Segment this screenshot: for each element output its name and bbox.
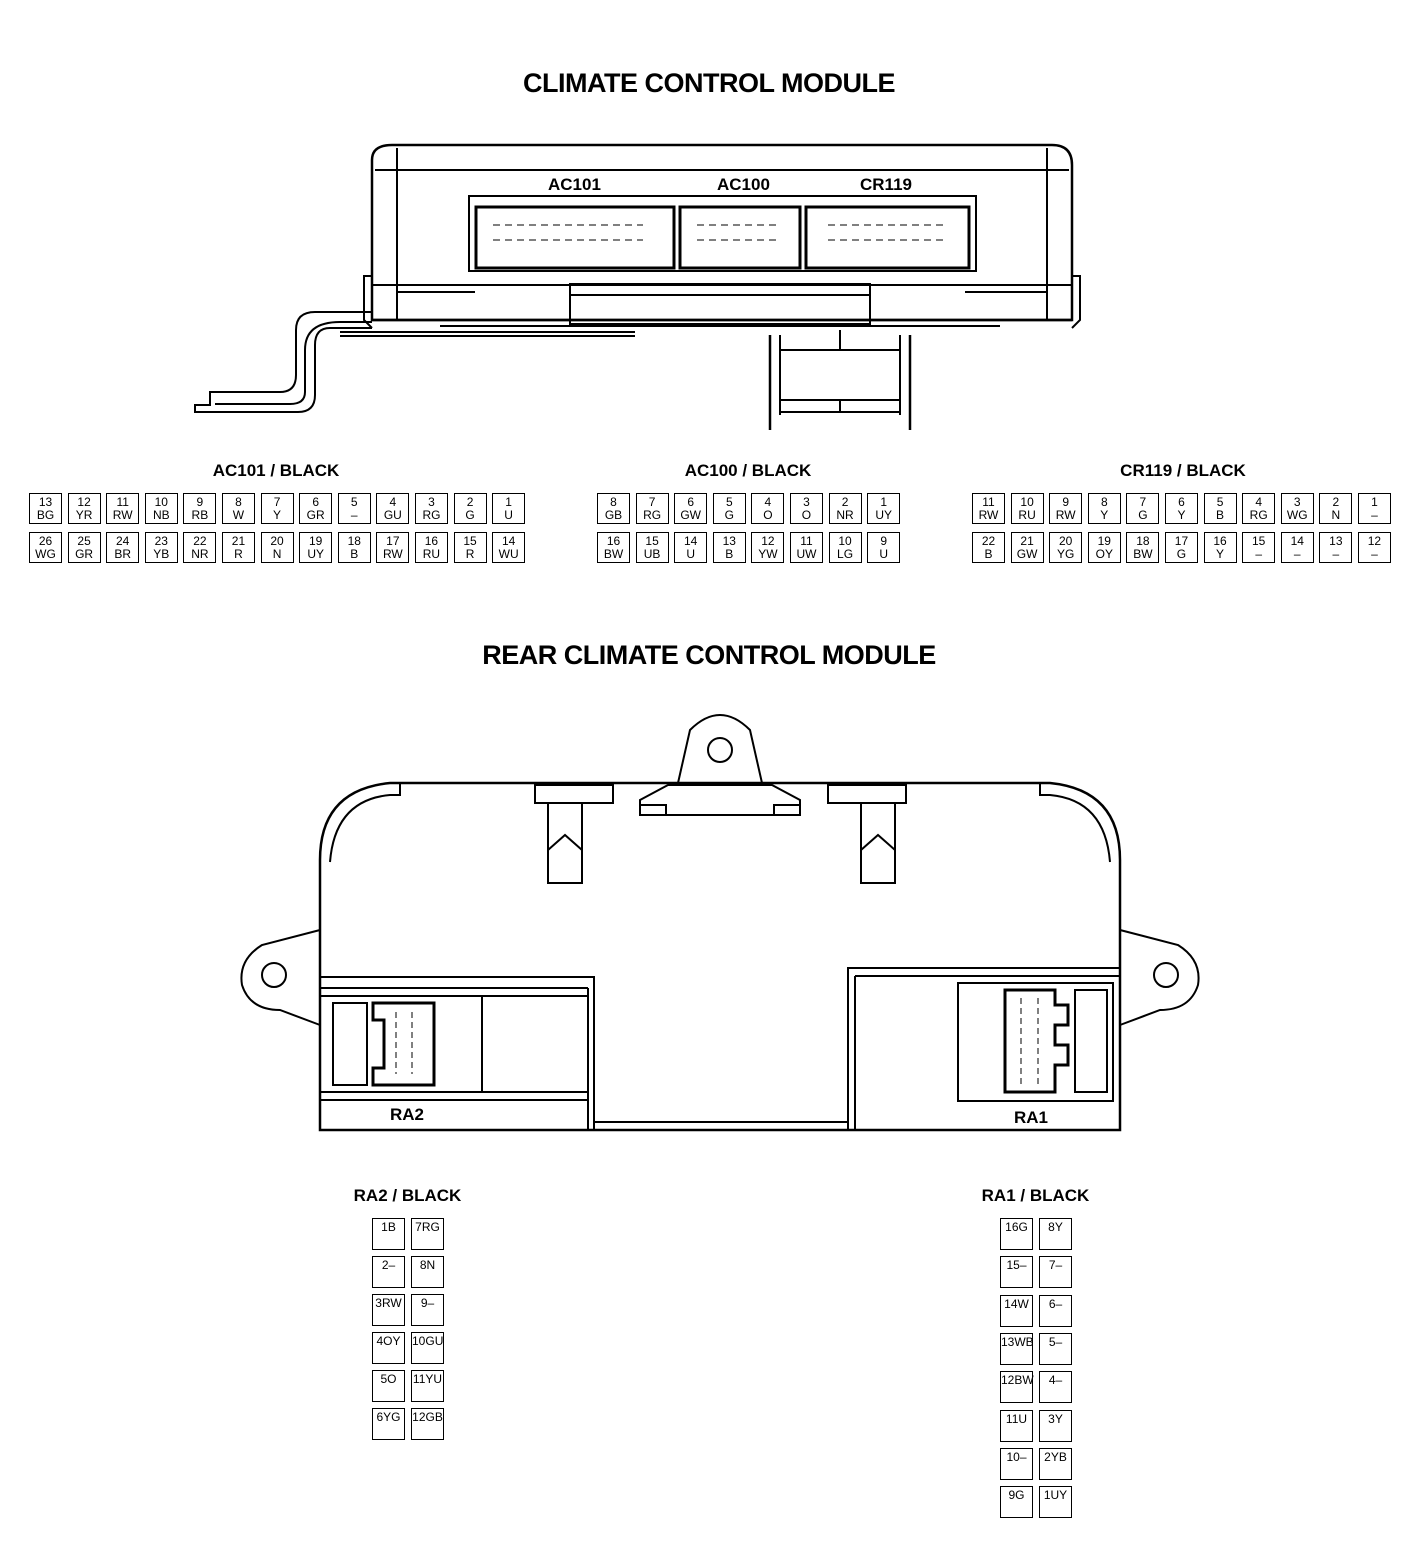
pin-number: 19 — [308, 534, 323, 548]
pin — [597, 493, 630, 524]
pin-number: 14 — [684, 534, 698, 548]
pin — [1165, 532, 1198, 563]
wire-color: B — [350, 547, 359, 561]
wire-color: U — [1018, 1411, 1028, 1426]
pin — [261, 532, 294, 563]
pin — [1088, 493, 1121, 524]
pin-number: 1 — [1043, 1488, 1051, 1503]
pin-number: 6 — [312, 495, 319, 509]
pin — [492, 493, 525, 524]
pin-number: 10 — [838, 534, 852, 548]
wire-color: RU — [1018, 508, 1036, 522]
pin — [29, 493, 62, 524]
pin — [222, 493, 255, 524]
pin-number: 25 — [77, 534, 91, 548]
pin — [1000, 1295, 1033, 1327]
pin — [1039, 1333, 1072, 1365]
pin-number: 8 — [610, 495, 617, 509]
wire-color: N — [272, 547, 282, 561]
pin-number: 6 — [687, 495, 695, 509]
pin-number: 18 — [1136, 534, 1150, 548]
pin — [222, 532, 255, 563]
pin — [713, 532, 746, 563]
pin-number: 12 — [1367, 534, 1382, 548]
wire-color: Y — [1100, 508, 1109, 522]
pin-number: 5 — [1216, 495, 1224, 509]
wire-color: G — [1018, 1220, 1028, 1234]
wire-color: BR — [114, 547, 132, 561]
pin-number: 5 — [350, 495, 358, 509]
pin — [411, 1408, 444, 1440]
wire-color: RG — [422, 508, 441, 522]
pinout-ac101-top-row — [29, 493, 531, 524]
pin-number: 2 — [1044, 1449, 1051, 1464]
wire-color: GW — [680, 508, 702, 522]
pin — [106, 493, 139, 524]
module-label-ra2: RA2 — [390, 1105, 425, 1124]
pin-number: 1 — [880, 495, 887, 509]
pin-number: 12 — [761, 534, 775, 548]
pin — [68, 532, 101, 563]
pin — [299, 493, 332, 524]
pin-number: 1 — [1371, 495, 1378, 509]
wire-color: UB — [643, 547, 661, 561]
pin — [713, 493, 746, 524]
pin-number: 11 — [800, 534, 813, 548]
front-module-drawing — [195, 145, 1080, 430]
wire-color: BW — [1133, 547, 1153, 561]
pin-number: 6 — [1178, 495, 1185, 509]
pin — [1358, 493, 1391, 524]
wire-color: – — [1255, 547, 1262, 561]
pin — [372, 1332, 405, 1364]
wire-color: O — [387, 1372, 397, 1386]
pin-number: 14 — [1290, 534, 1304, 548]
pin — [674, 532, 707, 563]
pin — [411, 1370, 444, 1402]
pin — [1242, 532, 1275, 563]
module-label-ac101: AC101 — [548, 175, 601, 194]
pin — [376, 493, 409, 524]
pin-number: 2 — [466, 495, 474, 509]
pin — [1000, 1486, 1033, 1518]
pin-number: 9 — [1008, 1488, 1016, 1503]
pin — [261, 493, 294, 524]
pin-number: 9 — [1062, 495, 1070, 509]
wire-color: YG — [383, 1410, 401, 1424]
pin — [867, 532, 900, 563]
wire-color: RW — [381, 1296, 402, 1310]
pin — [372, 1408, 405, 1440]
pinout-title-ac101: AC101 / BLACK — [212, 461, 340, 480]
pin-number: 6 — [1048, 1296, 1056, 1311]
pin-number: 8 — [235, 495, 242, 509]
pin — [1039, 1218, 1072, 1250]
wire-color: UY — [1050, 1488, 1068, 1503]
wire-color: R — [234, 547, 243, 561]
wire-color: W — [1017, 1296, 1029, 1311]
pin-number: 1 — [381, 1220, 388, 1234]
pin-number: 1 — [505, 495, 512, 509]
pin-number: 2 — [1332, 495, 1340, 509]
wire-color: RW — [112, 508, 133, 522]
pin-number: 26 — [38, 534, 53, 548]
pin — [415, 493, 448, 524]
pinout-ac100-top-row — [597, 493, 906, 524]
wire-color: U — [686, 547, 696, 561]
rear-module-drawing — [241, 715, 1198, 1130]
pinout-title-ac100: AC100 / BLACK — [684, 461, 812, 480]
wire-color: GU — [425, 1334, 444, 1348]
pin-number: 10 — [1020, 495, 1034, 509]
pin-number: 21 — [1020, 534, 1034, 548]
pin-number: 3 — [1048, 1411, 1055, 1426]
pinout-cr119-top-row — [972, 493, 1397, 524]
pin — [674, 493, 707, 524]
wire-color: GU — [383, 508, 402, 522]
wire-color: OY — [383, 1334, 401, 1348]
pin — [1039, 1256, 1072, 1288]
pin-number: 11 — [412, 1372, 426, 1386]
pinout-cr119-bottom-row — [972, 532, 1397, 563]
pin-number: 12 — [412, 1410, 426, 1424]
wire-color: RW — [1055, 508, 1076, 522]
pin-number: 5 — [725, 495, 733, 509]
wire-color: G — [1176, 547, 1187, 561]
pin — [29, 532, 62, 563]
wire-color: – — [1371, 508, 1378, 522]
pin — [411, 1332, 444, 1364]
wire-color: BW — [1014, 1373, 1034, 1388]
pin-number: 15 — [463, 534, 477, 548]
wire-color: RB — [191, 508, 209, 522]
wire-color: N — [1331, 508, 1341, 522]
wire-color: – — [427, 1296, 435, 1310]
pin — [829, 493, 862, 524]
pin-number: 9 — [420, 1296, 428, 1310]
pin — [145, 532, 178, 563]
wire-color: RW — [978, 508, 999, 522]
pin — [1319, 493, 1352, 524]
pin — [1000, 1256, 1033, 1288]
wire-color: YG — [1057, 547, 1075, 561]
pin — [597, 532, 630, 563]
pin-number: 18 — [347, 534, 361, 548]
wire-color: RU — [422, 547, 441, 561]
wire-color: – — [1055, 1296, 1063, 1311]
pin — [145, 493, 178, 524]
wire-color: – — [1055, 1334, 1063, 1349]
pin-number: 14 — [501, 534, 516, 548]
pin — [492, 532, 525, 563]
pin-number: 2 — [381, 1258, 389, 1272]
pin — [1126, 532, 1159, 563]
pin-number: 13 — [38, 495, 53, 509]
pin — [1088, 532, 1121, 563]
pin-number: 7 — [648, 495, 656, 509]
pin-number: 22 — [193, 534, 207, 548]
pin — [1358, 532, 1391, 563]
pin — [376, 532, 409, 563]
pin-number: 21 — [231, 534, 246, 548]
wire-color: – — [1293, 547, 1301, 561]
pin — [1204, 532, 1237, 563]
wire-color: – — [1332, 547, 1340, 561]
pin — [790, 493, 823, 524]
wire-color: NR — [836, 508, 854, 522]
pin-number: 16 — [1213, 534, 1227, 548]
pin-number: 8 — [419, 1258, 427, 1272]
pin — [1281, 493, 1314, 524]
wire-color: Y — [1216, 547, 1225, 561]
pin — [183, 532, 216, 563]
pin — [1319, 532, 1352, 563]
pin-number: 15 — [1251, 534, 1266, 548]
pin — [972, 493, 1005, 524]
pin — [1000, 1448, 1033, 1480]
pin — [1204, 493, 1237, 524]
pin-number: 3 — [375, 1296, 382, 1310]
pin — [1000, 1410, 1033, 1442]
pin-number: 16 — [606, 534, 621, 548]
wire-color: U — [504, 508, 513, 522]
wire-color: UY — [307, 547, 324, 561]
wire-color: – — [350, 508, 358, 522]
pin — [372, 1256, 405, 1288]
pin — [454, 493, 487, 524]
wire-color: WG — [35, 547, 56, 561]
pin-number: 20 — [1059, 534, 1073, 548]
wire-color: Y — [1054, 1220, 1063, 1234]
pinout-title-ra1: RA1 / BLACK — [981, 1186, 1090, 1205]
pin-number: 3 — [803, 495, 810, 509]
pin — [338, 493, 371, 524]
rear-climate-control-module-title: REAR CLIMATE CONTROL MODULE — [482, 640, 936, 670]
pin-number: 24 — [116, 534, 130, 548]
wire-color: YR — [75, 508, 93, 522]
pin-number: 15 — [645, 534, 659, 548]
module-label-ra1: RA1 — [1014, 1108, 1049, 1127]
pin — [751, 532, 784, 563]
pin — [411, 1218, 444, 1250]
pin-number: 10 — [412, 1334, 426, 1348]
pin — [415, 532, 448, 563]
wire-color: GR — [306, 508, 325, 522]
wire-color: O — [801, 508, 812, 522]
wire-color: YB — [153, 547, 170, 561]
pin-number: 4 — [1048, 1373, 1056, 1388]
wire-color: GB — [604, 508, 623, 522]
wire-color: RG — [643, 508, 662, 522]
wire-color: G — [724, 508, 734, 522]
pin-number: 12 — [1001, 1373, 1015, 1388]
wire-color: – — [1055, 1258, 1063, 1273]
pin — [1039, 1410, 1072, 1442]
pin-number: 10 — [154, 495, 168, 509]
pin — [867, 493, 900, 524]
pin-number: 16 — [424, 534, 439, 548]
wire-color: YW — [758, 547, 778, 561]
wire-color: Y — [1177, 508, 1186, 522]
pin — [636, 532, 669, 563]
wire-color: U — [879, 547, 888, 561]
pin-number: 5 — [1048, 1334, 1056, 1349]
wire-color: GB — [425, 1410, 443, 1424]
pin-number: 7 — [1139, 495, 1147, 509]
wire-color: WB — [1014, 1334, 1034, 1349]
wire-color: OY — [1095, 547, 1113, 561]
wire-color: GW — [1016, 547, 1038, 561]
pin-number: 4 — [1255, 495, 1262, 509]
pin-number: 7 — [273, 495, 281, 509]
pin-number: 13 — [1329, 534, 1343, 548]
pin-number: 20 — [270, 534, 284, 548]
pin — [1039, 1295, 1072, 1327]
wire-color: – — [1055, 1373, 1063, 1388]
pin — [299, 532, 332, 563]
wire-color: Y — [273, 508, 282, 522]
pin-number: 14 — [1004, 1296, 1018, 1311]
pin — [338, 532, 371, 563]
pin-number: 15 — [1006, 1258, 1020, 1273]
wire-color: – — [388, 1258, 396, 1272]
wire-color: B — [387, 1220, 396, 1234]
pin-number: 3 — [428, 495, 435, 509]
pin — [454, 532, 487, 563]
pin — [972, 532, 1005, 563]
wire-color: RG — [421, 1220, 440, 1234]
pin-number: 13 — [722, 534, 736, 548]
wire-color: – — [1371, 547, 1378, 561]
pin — [1000, 1218, 1033, 1250]
pin-number: 11 — [116, 495, 129, 509]
wire-color: WU — [498, 547, 519, 561]
climate-control-module-title: CLIMATE CONTROL MODULE — [523, 68, 895, 98]
module-label-ac100: AC100 — [717, 175, 770, 194]
pin-number: 10 — [1006, 1449, 1020, 1464]
wire-color: G — [1015, 1488, 1025, 1503]
pin — [1039, 1371, 1072, 1403]
pin — [183, 493, 216, 524]
pin — [1000, 1333, 1033, 1365]
wire-color: YB — [1050, 1449, 1067, 1464]
pin — [1281, 532, 1314, 563]
wire-color: W — [232, 508, 245, 522]
wire-color: B — [984, 547, 993, 561]
wire-color: G — [465, 508, 475, 522]
pin-number: 7 — [1048, 1258, 1056, 1273]
pin-number: 23 — [154, 534, 168, 548]
pin — [1011, 532, 1044, 563]
pin — [1039, 1448, 1072, 1480]
pin — [1000, 1371, 1033, 1403]
pin-number: 9 — [880, 534, 887, 548]
pin-number: 11 — [1005, 1411, 1019, 1426]
pin-number: 16 — [1005, 1220, 1019, 1234]
pin-number: 9 — [196, 495, 204, 509]
wire-color: UY — [875, 508, 892, 522]
pin-number: 5 — [380, 1372, 388, 1386]
pin-number: 22 — [981, 534, 996, 548]
wire-color: UW — [796, 547, 817, 561]
wire-color: G — [1138, 508, 1148, 522]
pinout-title-ra2: RA2 / BLACK — [353, 1186, 462, 1205]
pin-number: 19 — [1097, 534, 1111, 548]
pin — [636, 493, 669, 524]
pin-number: 13 — [1001, 1334, 1015, 1349]
pin — [751, 493, 784, 524]
wire-color: LG — [837, 547, 854, 561]
wire-color: – — [1019, 1449, 1027, 1464]
pin-number: 6 — [376, 1410, 384, 1424]
pin — [1165, 493, 1198, 524]
pinout-ac101-bottom-row — [29, 532, 531, 563]
wire-color: YU — [425, 1372, 443, 1386]
wire-color: BW — [603, 547, 624, 561]
pin — [1011, 493, 1044, 524]
wire-color: NR — [191, 547, 209, 561]
pin — [829, 532, 862, 563]
pin-number: 12 — [77, 495, 91, 509]
wire-color: GR — [75, 547, 94, 561]
pin — [1049, 493, 1082, 524]
pin — [372, 1218, 405, 1250]
pin — [790, 532, 823, 563]
wire-color: BG — [36, 508, 55, 522]
pin-number: 8 — [1100, 495, 1108, 509]
pinout-title-cr119: CR119 / BLACK — [1120, 461, 1246, 480]
pin-number: 17 — [386, 534, 400, 548]
pin — [1039, 1486, 1072, 1518]
pin-number: 8 — [1048, 1220, 1055, 1234]
wire-color: – — [1019, 1258, 1027, 1273]
pin — [1049, 532, 1082, 563]
pin-number: 2 — [841, 495, 849, 509]
pin — [411, 1256, 444, 1288]
module-label-cr119: CR119 — [860, 175, 912, 194]
pin — [1126, 493, 1159, 524]
pin — [106, 532, 139, 563]
pin-number: 11 — [982, 495, 995, 509]
wire-color: B — [725, 547, 734, 561]
wire-color: R — [465, 547, 475, 561]
pin — [68, 493, 101, 524]
wire-color: B — [1216, 508, 1225, 522]
pin — [411, 1294, 444, 1326]
pin-number: 4 — [376, 1334, 384, 1348]
wire-color: RG — [1249, 508, 1268, 522]
pin — [1242, 493, 1275, 524]
pin — [372, 1370, 405, 1402]
pin-number: 3 — [1293, 495, 1301, 509]
wire-color: O — [763, 508, 773, 522]
wire-color: NB — [152, 508, 170, 522]
pin-number: 4 — [389, 495, 397, 509]
pin-number: 17 — [1174, 534, 1189, 548]
pinout-ac100-bottom-row — [597, 532, 906, 563]
pin-number: 4 — [764, 495, 772, 509]
wire-color: N — [426, 1258, 436, 1272]
pin — [372, 1294, 405, 1326]
wire-color: WG — [1286, 508, 1308, 522]
wire-color: RW — [382, 547, 403, 561]
wire-color: Y — [1054, 1411, 1063, 1426]
pin-number: 7 — [415, 1220, 422, 1234]
